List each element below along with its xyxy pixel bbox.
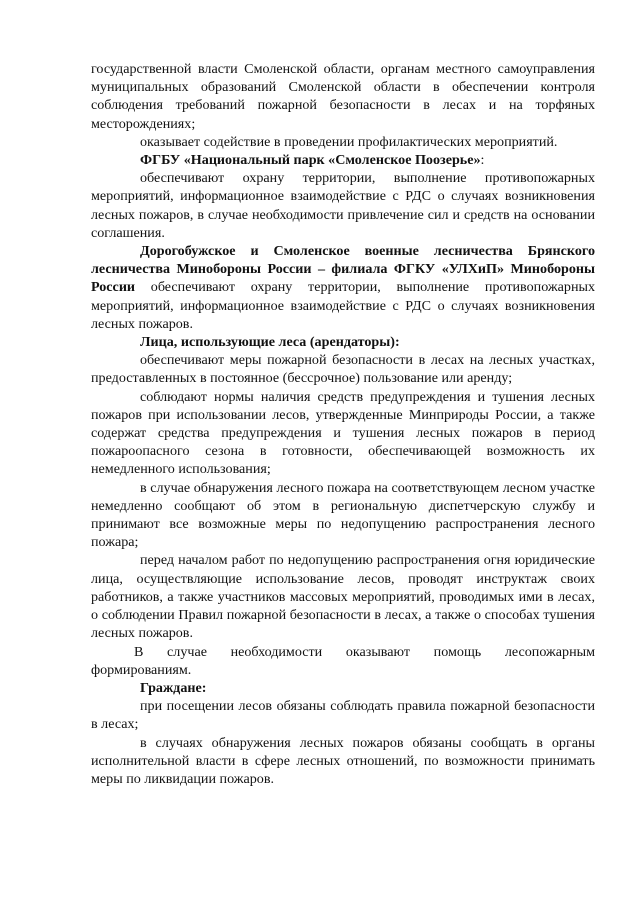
paragraph-forest-users-reporting: в случае обнаружения лесного пожара на соответствующем лесном участке немедленно сообщают об этом в региональную диспетчерскую службу и принимают все возможные меры по недопущению распространения лесного пожара; bbox=[91, 479, 595, 551]
document-body bbox=[91, 60, 595, 788]
paragraph-national-park-duties: обеспечивают охрану территории, выполнение противопожарных мероприятий, информационное взаимодействие с РДС о случаях возникновения лесных пожаров, в случае необходимости привлечение сил и средств на основании соглашения. bbox=[91, 170, 595, 241]
heading-national-park-text: ФГБУ «Национальный парк «Смоленское Поозерье» bbox=[140, 152, 481, 169]
paragraph-forest-users-fire-safety: обеспечивают меры пожарной безопасности в лесах на лесных участках, предоставленных в постоянное (бессрочное) пользование или аренду; bbox=[91, 352, 595, 387]
paragraph-authority-support: государственной власти Смоленской области, органам местного самоуправления муниципальных образований Смоленской области в обеспечении контроля соблюдения требований пожарной безопасности в лесах и на торфяных месторождениях; bbox=[91, 61, 595, 132]
military-forestries-duties: обеспечивают охрану территории, выполнение противопожарных мероприятий, информационное взаимодействие с РДС о случаях возникновения лесных пожаров. bbox=[91, 279, 595, 332]
paragraph-forest-users-equipment: соблюдают нормы наличия средств предупреждения и тушения лесных пожаров при использовании лесов, утвержденные Минприроды России, а также содержат средства предупреждения и тушения лесных пожаров в период пожароопасного сезона в готовности, обеспечивающей возможность их немедленного использования; bbox=[91, 388, 595, 478]
paragraph-forest-users-assistance: В случае необходимости оказывают помощь лесопожарным формированиям. bbox=[91, 643, 595, 678]
heading-citizens: Граждане: bbox=[140, 679, 207, 696]
heading-national-park bbox=[91, 151, 595, 169]
paragraph-prevention-assistance: оказывает содействие в проведении профилактических мероприятий. bbox=[140, 133, 558, 150]
heading-national-park-colon: : bbox=[480, 152, 485, 169]
paragraph-citizens-reporting: в случаях обнаружения лесных пожаров обязаны сообщать в органы исполнительной власти в сфере лесных отношений, по возможности принимать меры по ликвидации пожаров. bbox=[91, 734, 595, 787]
paragraph-forest-users-instruction: перед началом работ по недопущению распространения огня юридические лица, осуществляющие использование лесов, проводят инструктаж своих работников, а также участников массовых мероприятий, проводимых ими в лесах, о соблюдении Правил пожарной безопасности в лесах, а также о способах тушения лесных пожаров. bbox=[91, 552, 595, 642]
paragraph-military-forestries bbox=[91, 242, 595, 333]
heading-forest-users: Лица, использующие леса (арендаторы): bbox=[140, 334, 400, 351]
paragraph-citizens-rules: при посещении лесов обязаны соблюдать правила пожарной безопасности в лесах; bbox=[91, 698, 595, 733]
heading-military-forestries: Дорогобужское и Смоленское военные лесничества Брянского лесничества Минобороны России – филиала ФГКУ «УЛХиП» Минобороны России bbox=[91, 243, 595, 296]
